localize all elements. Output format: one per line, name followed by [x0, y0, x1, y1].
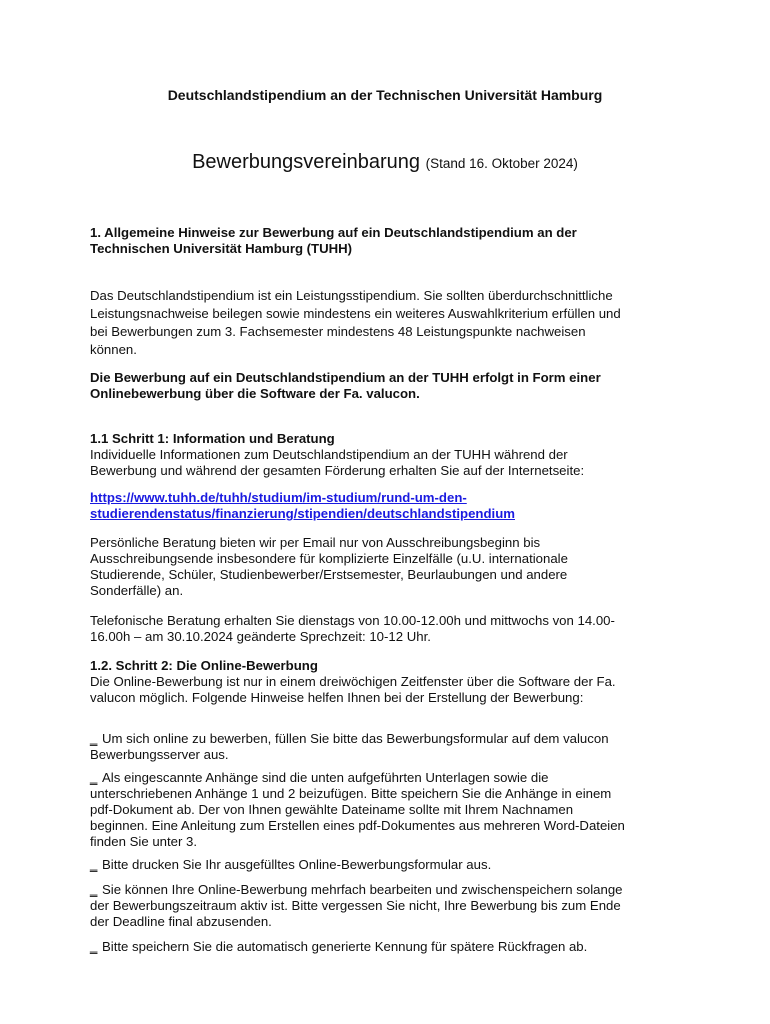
section1-paragraph — [90, 287, 680, 359]
step2-heading: 1.2. Schritt 2: Die Online-Bewerbung — [90, 658, 318, 673]
info-link-line[interactable]: studierendenstatus/finanzierung/stipendien/deutschlandstipendium — [90, 506, 515, 521]
step1-email-info — [90, 535, 680, 599]
bullet-text: pdf-Dokument ab. Der von Ihnen gewählte Dateiname sollte mit Ihrem Nachnamen — [90, 802, 574, 817]
bullet-text: Bitte speichern Sie die automatisch generierte Kennung für spätere Rückfragen ab. — [102, 939, 588, 954]
section1-heading-line: Technischen Universität Hamburg (TUHH) — [90, 241, 353, 256]
list-item — [90, 731, 680, 763]
list-item — [90, 882, 680, 930]
bullet-text: finden Sie unter 3. — [90, 834, 198, 849]
bullet-marker: ‗ — [90, 770, 98, 785]
org-title: Deutschlandstipendium an der Technischen Universität Hamburg — [167, 87, 603, 103]
section1-heading-line: 1. Allgemeine Hinweise zur Bewerbung auf ein Deutschlandstipendium an der — [90, 225, 577, 240]
bullet-text: der Bewerbungszeitraum aktiv ist. Bitte vergessen Sie nicht, Ihre Bewerbung bis zum Ende — [90, 898, 621, 913]
email-info-line: Sonderfälle) an. — [90, 583, 184, 598]
bullet-text: Bewerbungsserver aus. — [90, 747, 229, 762]
bullet-text: beginnen. Eine Anleitung zum Erstellen eines pdf-Dokumentes aus mehreren Word-Dateien — [90, 818, 625, 833]
step1-intro-line: Individuelle Informationen zum Deutschlandstipendium an der TUHH während der — [90, 447, 568, 462]
bullet-marker: ‗ — [90, 731, 98, 746]
info-link-line[interactable]: https://www.tuhh.de/tuhh/studium/im-studium/rund-um-den- — [90, 490, 467, 505]
doc-title-text: Bewerbungsvereinbarung — [192, 151, 421, 173]
bullet-text: Um sich online zu bewerben, füllen Sie bitte das Bewerbungsformular auf dem valucon — [102, 731, 609, 746]
bullet-text: unterschriebenen Anhänge 1 und 2 beizufügen. Bitte speichern Sie die Anhänge in einem — [90, 786, 612, 801]
paragraph-line: bei Bewerbungen zum 3. Fachsemester mindestens 48 Leistungspunkte nachweisen — [90, 324, 586, 339]
section1-heading — [90, 225, 680, 257]
section1-bold-statement — [90, 370, 680, 402]
step1-link[interactable] — [90, 490, 680, 522]
doc-title — [0, 151, 770, 174]
bold-line: Die Bewerbung auf ein Deutschlandstipendium an der TUHH erfolgt in Form einer — [90, 370, 601, 385]
email-info-line: Persönliche Beratung bieten wir per Email nur von Ausschreibungsbeginn bis — [90, 535, 541, 550]
bullet-text: Sie können Ihre Online-Bewerbung mehrfach bearbeiten und zwischenspeichern solange — [102, 882, 623, 897]
paragraph-line: Leistungsnachweise beilegen sowie mindestens ein weiteres Auswahlkriterium erfüllen und — [90, 306, 621, 321]
step2-intro-line: valucon möglich. Folgende Hinweise helfen Ihnen bei der Erstellung der Bewerbung: — [90, 690, 584, 705]
email-info-line: Ausschreibungsende insbesondere für komplizierte Einzelfälle (u.U. internationale — [90, 551, 568, 566]
bullet-marker: ‗ — [90, 882, 98, 897]
step1-intro-line: Bewerbung und während der gesamten Förderung erhalten Sie auf der Internetseite: — [90, 463, 585, 478]
bullet-marker: ‗ — [90, 857, 98, 872]
list-item — [90, 857, 680, 873]
email-info-line: Studierende, Schüler, Studienbewerber/Erstsemester, Beurlaubungen und andere — [90, 567, 568, 582]
paragraph-line: Das Deutschlandstipendium ist ein Leistungsstipendium. Sie sollten überdurchschnittliche — [90, 288, 613, 303]
bullet-text: der Deadline final abzusenden. — [90, 914, 272, 929]
list-item — [90, 939, 680, 955]
bold-line: Onlinebewerbung über die Software der Fa. valucon. — [90, 386, 420, 401]
bullet-text: Als eingescannte Anhänge sind die unten aufgeführten Unterlagen sowie die — [102, 770, 549, 785]
bullet-marker: ‗ — [90, 939, 98, 954]
list-item — [90, 770, 680, 850]
step1-block — [90, 431, 680, 479]
step2-intro-line: Die Online-Bewerbung ist nur in einem dreiwöchigen Zeitfenster über die Software der Fa. — [90, 674, 616, 689]
doc-stand: (Stand 16. Oktober 2024) — [425, 156, 578, 171]
phone-info-line: 16.00h – am 30.10.2024 geänderte Sprechzeit: 10-12 Uhr. — [90, 629, 431, 644]
phone-info-line: Telefonische Beratung erhalten Sie dienstags von 10.00-12.00h und mittwochs von 14.00- — [90, 613, 615, 628]
paragraph-line: können. — [90, 342, 137, 357]
step2-block — [90, 658, 680, 706]
bullet-text: Bitte drucken Sie Ihr ausgefülltes Online-Bewerbungsformular aus. — [102, 857, 492, 872]
step1-heading: 1.1 Schritt 1: Information und Beratung — [90, 431, 335, 446]
step1-phone-info — [90, 613, 680, 645]
